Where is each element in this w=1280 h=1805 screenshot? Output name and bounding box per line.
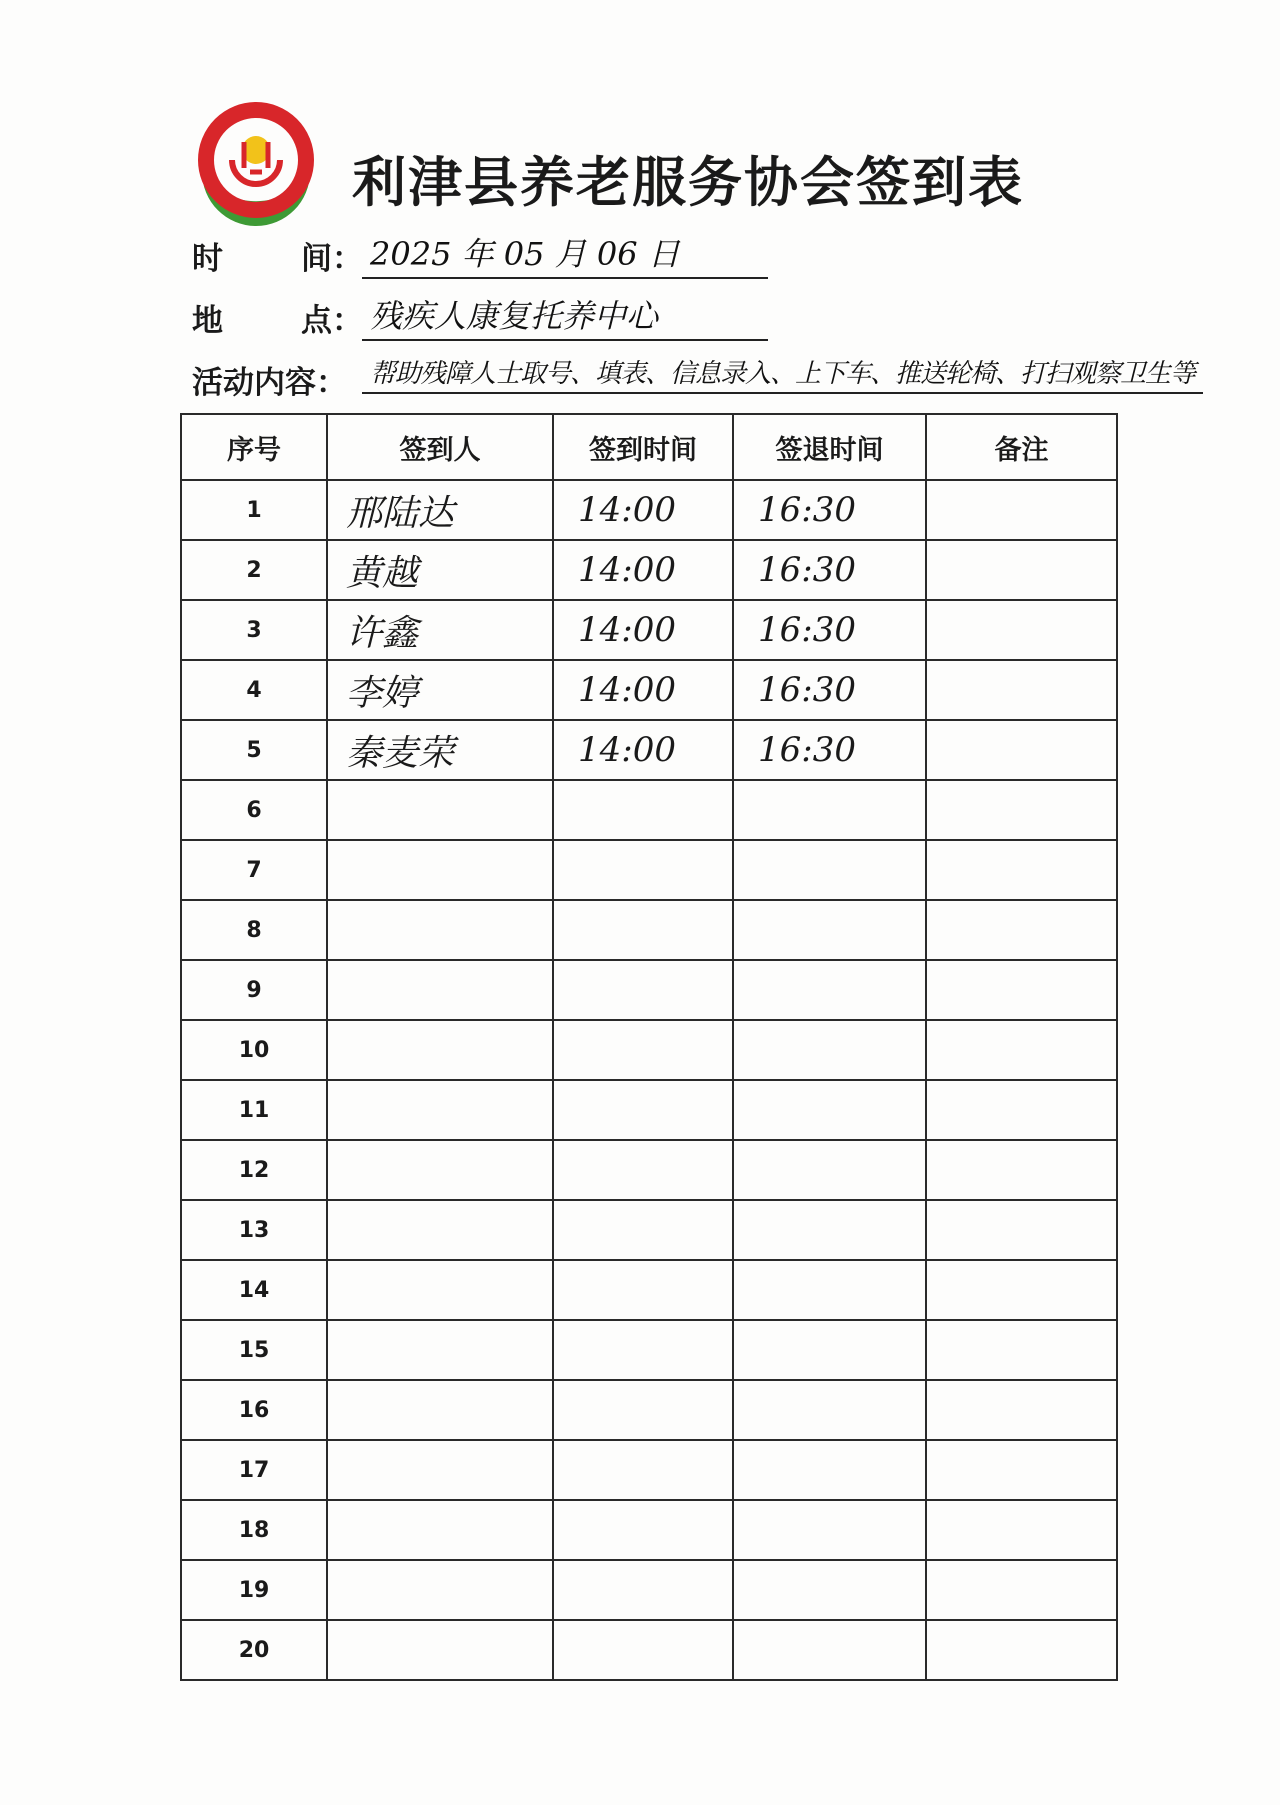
- sign-in-time-cell: [553, 1320, 733, 1380]
- sign-out-time-cell: 16:30: [733, 600, 926, 660]
- table-row: [181, 1500, 1117, 1560]
- sign-out-time-cell: 16:30: [733, 720, 926, 780]
- table-row: [181, 540, 1117, 600]
- signer-cell: [327, 1200, 553, 1260]
- sign-in-time-cell: [553, 900, 733, 960]
- sign-out-time-cell: [733, 1440, 926, 1500]
- signer-cell: [327, 1020, 553, 1080]
- sign-out-time-cell: 16:30: [733, 480, 926, 540]
- sign-in-time-cell: [553, 1620, 733, 1680]
- signer-cell: [327, 960, 553, 1020]
- table-row: [181, 1380, 1117, 1440]
- signer-cell: [327, 1260, 553, 1320]
- sign-in-time-cell: [553, 1020, 733, 1080]
- time-value: 2025 年 05 月 06 日: [362, 229, 768, 279]
- table-row: [181, 1080, 1117, 1140]
- row-number: 12: [181, 1140, 327, 1200]
- place-value: 残疾人康复托养中心: [362, 291, 768, 341]
- table-row: [181, 660, 1117, 720]
- signer-cell: [327, 1320, 553, 1380]
- table-row: [181, 1320, 1117, 1380]
- row-number: 18: [181, 1500, 327, 1560]
- sign-out-time-cell: [733, 1620, 926, 1680]
- remarks-cell: [926, 540, 1117, 600]
- remarks-cell: [926, 1500, 1117, 1560]
- sign-in-time-cell: 14:00: [553, 540, 733, 600]
- sign-in-time-cell: [553, 1440, 733, 1500]
- sign-in-time-cell: [553, 1260, 733, 1320]
- sign-in-time-cell: [553, 840, 733, 900]
- header-sign-in-time: 签到时间: [553, 414, 733, 480]
- remarks-cell: [926, 660, 1117, 720]
- sign-out-time-cell: [733, 1560, 926, 1620]
- remarks-cell: [926, 1200, 1117, 1260]
- table-row: [181, 720, 1117, 780]
- place-label: 地点: [192, 303, 332, 339]
- header-remarks: 备注: [926, 414, 1117, 480]
- sign-in-time-cell: 14:00: [553, 720, 733, 780]
- sign-out-time-cell: 16:30: [733, 540, 926, 600]
- sign-in-time-cell: 14:00: [553, 660, 733, 720]
- table-row: [181, 480, 1117, 540]
- sign-in-time-cell: [553, 1500, 733, 1560]
- row-number: 14: [181, 1260, 327, 1320]
- remarks-cell: [926, 1320, 1117, 1380]
- colon: ：: [316, 365, 347, 401]
- signer-cell: 黄越: [327, 540, 553, 600]
- row-number: 2: [181, 540, 327, 600]
- row-number: 17: [181, 1440, 327, 1500]
- remarks-cell: [926, 840, 1117, 900]
- remarks-cell: [926, 1440, 1117, 1500]
- page-title: 利津县养老服务协会签到表: [352, 151, 1024, 214]
- colon: ：: [332, 303, 363, 339]
- remarks-cell: [926, 1260, 1117, 1320]
- row-number: 4: [181, 660, 327, 720]
- sign-out-time-cell: [733, 1020, 926, 1080]
- meta-row-content: [192, 357, 1196, 402]
- sign-out-time-cell: [733, 1380, 926, 1440]
- remarks-cell: [926, 1380, 1117, 1440]
- sign-in-time-cell: [553, 1560, 733, 1620]
- remarks-cell: [926, 1620, 1117, 1680]
- table-row: [181, 960, 1117, 1020]
- signer-cell: [327, 900, 553, 960]
- colon: ：: [332, 241, 363, 277]
- remarks-cell: [926, 720, 1117, 780]
- header-number: 序号: [181, 414, 327, 480]
- sign-out-time-cell: [733, 960, 926, 1020]
- meta-row-place: [192, 295, 659, 340]
- content-label: 活动内容: [192, 365, 316, 401]
- table-row: [181, 1440, 1117, 1500]
- signer-cell: 许鑫: [327, 600, 553, 660]
- signer-cell: [327, 1380, 553, 1440]
- table-row: [181, 1560, 1117, 1620]
- remarks-cell: [926, 480, 1117, 540]
- table-row: [181, 1140, 1117, 1200]
- sign-in-time-cell: [553, 1080, 733, 1140]
- logo-emblem-icon: [192, 102, 320, 230]
- sign-out-time-cell: [733, 780, 926, 840]
- signer-cell: [327, 840, 553, 900]
- sign-out-time-cell: [733, 1260, 926, 1320]
- signer-cell: 李婷: [327, 660, 553, 720]
- row-number: 16: [181, 1380, 327, 1440]
- sign-in-time-cell: [553, 1200, 733, 1260]
- signer-cell: [327, 1080, 553, 1140]
- table-row: [181, 1200, 1117, 1260]
- table-row: [181, 1620, 1117, 1680]
- row-number: 11: [181, 1080, 327, 1140]
- sign-in-time-cell: [553, 1140, 733, 1200]
- row-number: 10: [181, 1020, 327, 1080]
- remarks-cell: [926, 1020, 1117, 1080]
- sign-out-time-cell: [733, 1500, 926, 1560]
- sign-out-time-cell: 16:30: [733, 660, 926, 720]
- remarks-cell: [926, 600, 1117, 660]
- meta-row-time: [192, 233, 680, 278]
- sign-in-time-cell: [553, 780, 733, 840]
- header-sign-out-time: 签退时间: [733, 414, 926, 480]
- sign-out-time-cell: [733, 1320, 926, 1380]
- table-row: [181, 900, 1117, 960]
- sign-in-time-cell: 14:00: [553, 600, 733, 660]
- table-row: [181, 1020, 1117, 1080]
- signer-cell: [327, 1560, 553, 1620]
- signer-cell: [327, 780, 553, 840]
- table-header-row: [181, 414, 1117, 480]
- row-number: 3: [181, 600, 327, 660]
- signer-cell: 邢陆达: [327, 480, 553, 540]
- table-row: [181, 1260, 1117, 1320]
- sign-in-time-cell: [553, 1380, 733, 1440]
- remarks-cell: [926, 1080, 1117, 1140]
- row-number: 8: [181, 900, 327, 960]
- association-logo: [192, 102, 320, 230]
- sign-in-time-cell: 14:00: [553, 480, 733, 540]
- remarks-cell: [926, 1560, 1117, 1620]
- remarks-cell: [926, 1140, 1117, 1200]
- row-number: 6: [181, 780, 327, 840]
- sign-out-time-cell: [733, 840, 926, 900]
- remarks-cell: [926, 780, 1117, 840]
- row-number: 20: [181, 1620, 327, 1680]
- table-row: [181, 600, 1117, 660]
- row-number: 19: [181, 1560, 327, 1620]
- header-signer: 签到人: [327, 414, 553, 480]
- row-number: 5: [181, 720, 327, 780]
- signer-cell: 秦麦荣: [327, 720, 553, 780]
- row-number: 1: [181, 480, 327, 540]
- sign-in-time-cell: [553, 960, 733, 1020]
- table-row: [181, 780, 1117, 840]
- sign-out-time-cell: [733, 1200, 926, 1260]
- row-number: 7: [181, 840, 327, 900]
- signer-cell: [327, 1440, 553, 1500]
- time-label: 时间: [192, 241, 332, 277]
- sign-out-time-cell: [733, 1080, 926, 1140]
- content-value: 帮助残障人士取号、填表、信息录入、上下车、推送轮椅、打扫观察卫生等: [362, 353, 1203, 394]
- table-row: [181, 840, 1117, 900]
- signer-cell: [327, 1140, 553, 1200]
- signer-cell: [327, 1620, 553, 1680]
- sign-out-time-cell: [733, 1140, 926, 1200]
- signer-cell: [327, 1500, 553, 1560]
- remarks-cell: [926, 960, 1117, 1020]
- sign-in-table: [180, 413, 1118, 1681]
- row-number: 9: [181, 960, 327, 1020]
- sign-out-time-cell: [733, 900, 926, 960]
- remarks-cell: [926, 900, 1117, 960]
- row-number: 15: [181, 1320, 327, 1380]
- row-number: 13: [181, 1200, 327, 1260]
